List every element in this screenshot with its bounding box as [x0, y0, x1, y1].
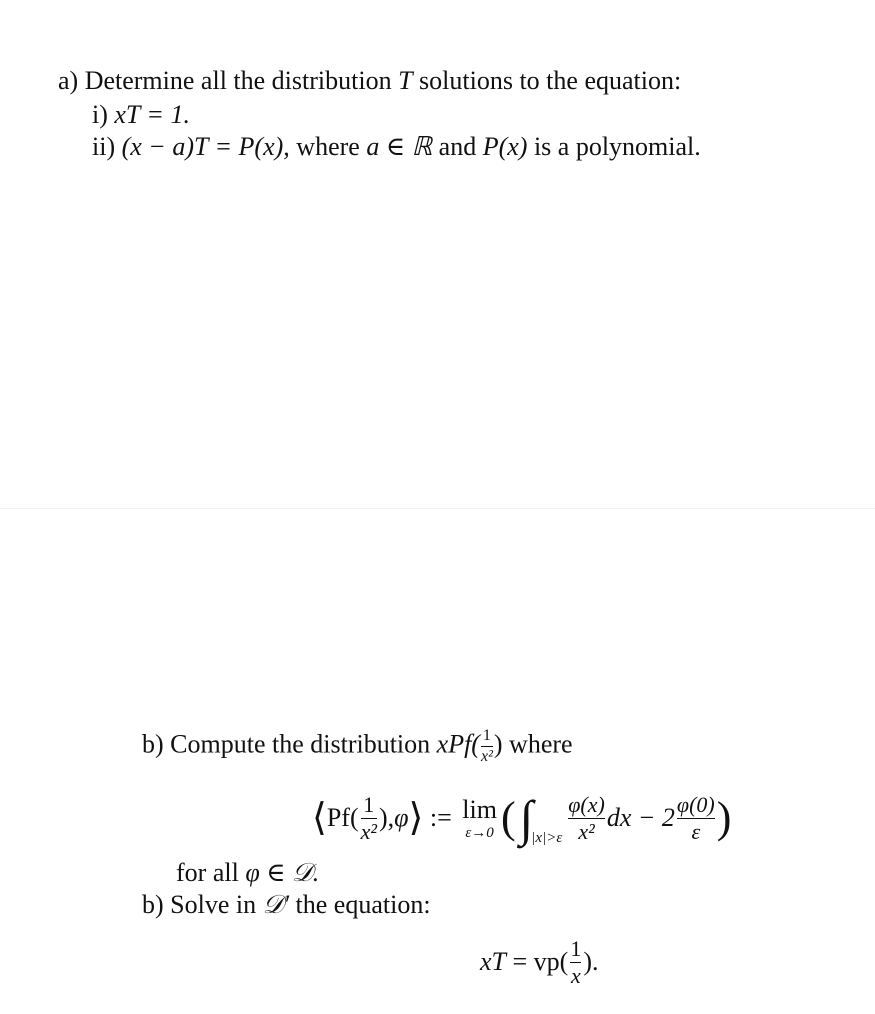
page-divider [0, 508, 875, 509]
part-a-heading: a) Determine all the distribution T solutions to the equation: [58, 66, 682, 95]
pf-definition-formula: ⟨ Pf( $\frac{1}{\text{x²}}$ ), φ ⟩ := lim ε→0 ( ∫ |x|>ε $\frac{\varphi(x)}{\text{x²}}$ dx − 2 $\frac{\varphi(0)}{\varepsilon}$ ) [312, 790, 732, 846]
part-a-item-i: i) xT = 1. [92, 100, 190, 129]
part-b2-heading: b) Solve in 𝒟′ the equation: [142, 890, 431, 919]
solve-equation: xT = vp( $\frac{1}{x}$ ). [480, 935, 599, 988]
part-a-item-ii: ii) (x − a)T = P(x), where a ∈ ℝ and P(x) is a polynomial. [92, 132, 701, 161]
for-all-clause: for all φ ∈ 𝒟. [176, 858, 320, 887]
part-b1-heading: b) Compute the distribution xPf( $\frac{1}{\text{x²}}$ ) where [142, 727, 573, 765]
